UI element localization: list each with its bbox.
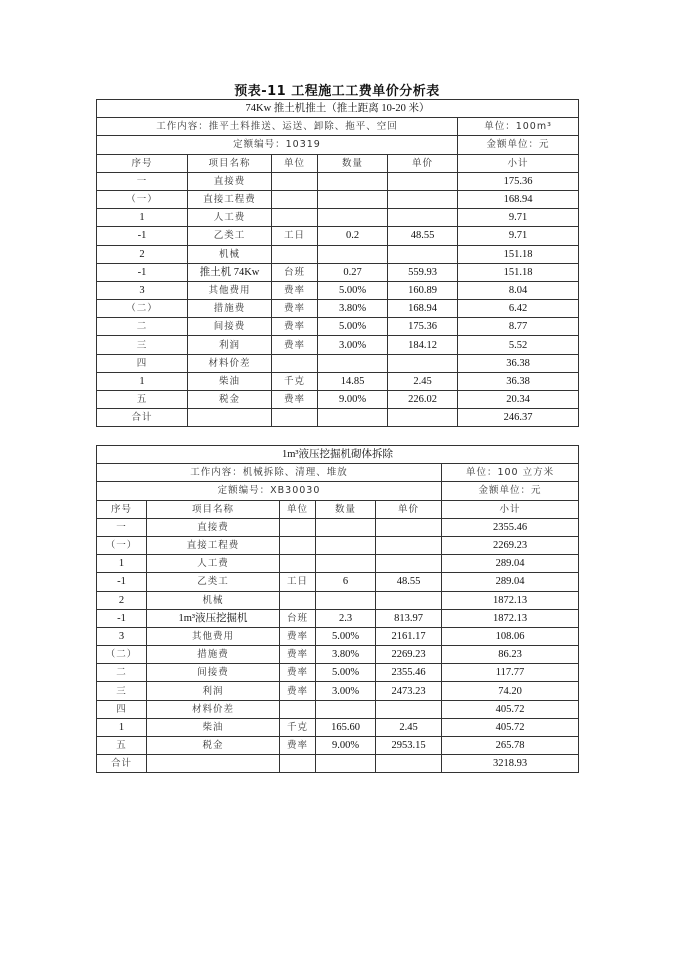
item-unit-price: 168.94 bbox=[388, 300, 458, 318]
item-unit-price bbox=[376, 555, 442, 573]
header-row bbox=[97, 154, 579, 172]
item-quantity: 3.00% bbox=[318, 336, 388, 354]
item-quantity bbox=[318, 354, 388, 372]
row-index: 五 bbox=[97, 737, 147, 755]
item-unit-price: 2355.46 bbox=[376, 664, 442, 682]
item-quantity: 0.27 bbox=[318, 263, 388, 281]
table-row bbox=[97, 245, 579, 263]
column-header: 项目名称 bbox=[147, 500, 280, 518]
item-subtotal: 36.38 bbox=[458, 354, 579, 372]
item-unit bbox=[272, 190, 318, 208]
item-unit: 台班 bbox=[280, 609, 316, 627]
item-unit-price bbox=[376, 518, 442, 536]
work-content-row bbox=[97, 464, 579, 482]
item-unit-price bbox=[388, 245, 458, 263]
row-index: 3 bbox=[97, 627, 147, 645]
item-subtotal: 2269.23 bbox=[442, 536, 579, 554]
row-index: 2 bbox=[97, 245, 188, 263]
item-subtotal: 405.72 bbox=[442, 718, 579, 736]
row-index: 二 bbox=[97, 318, 188, 336]
item-name bbox=[188, 409, 272, 427]
item-unit-price: 813.97 bbox=[376, 609, 442, 627]
item-unit bbox=[272, 172, 318, 190]
item-subtotal: 405.72 bbox=[442, 700, 579, 718]
item-quantity bbox=[316, 555, 376, 573]
table-row bbox=[97, 518, 579, 536]
row-index: 合计 bbox=[97, 409, 188, 427]
row-index: -1 bbox=[97, 573, 147, 591]
table-row bbox=[97, 336, 579, 354]
item-unit-price bbox=[388, 190, 458, 208]
row-index: （二） bbox=[97, 300, 188, 318]
table-name-row bbox=[97, 100, 579, 118]
row-index: 三 bbox=[97, 682, 147, 700]
quota-row bbox=[97, 482, 579, 500]
table-name-row bbox=[97, 446, 579, 464]
item-subtotal: 20.34 bbox=[458, 391, 579, 409]
column-header: 项目名称 bbox=[188, 154, 272, 172]
table-row bbox=[97, 227, 579, 245]
item-subtotal: 1872.13 bbox=[442, 591, 579, 609]
column-header: 单价 bbox=[376, 500, 442, 518]
item-name: 直接费 bbox=[147, 518, 280, 536]
item-unit-price bbox=[388, 409, 458, 427]
item-subtotal: 175.36 bbox=[458, 172, 579, 190]
item-unit-price bbox=[388, 209, 458, 227]
item-quantity: 6 bbox=[316, 573, 376, 591]
item-unit-price bbox=[376, 536, 442, 554]
row-index: -1 bbox=[97, 609, 147, 627]
row-index: （一） bbox=[97, 536, 147, 554]
item-unit-price: 2473.23 bbox=[376, 682, 442, 700]
table-row bbox=[97, 318, 579, 336]
item-unit: 费率 bbox=[272, 318, 318, 336]
measure-unit: 单位：100m³ bbox=[458, 118, 579, 136]
item-quantity: 5.00% bbox=[318, 281, 388, 299]
row-index: 一 bbox=[97, 172, 188, 190]
item-unit: 费率 bbox=[280, 682, 316, 700]
item-unit: 费率 bbox=[280, 737, 316, 755]
item-subtotal: 8.04 bbox=[458, 281, 579, 299]
item-name: 柴油 bbox=[188, 372, 272, 390]
item-subtotal: 6.42 bbox=[458, 300, 579, 318]
table-row bbox=[97, 263, 579, 281]
table-row bbox=[97, 354, 579, 372]
column-header: 数量 bbox=[318, 154, 388, 172]
item-quantity bbox=[316, 518, 376, 536]
item-quantity bbox=[318, 209, 388, 227]
item-subtotal: 151.18 bbox=[458, 245, 579, 263]
work-content: 工作内容：推平土料推送、运送、卸除、拖平、空回 bbox=[97, 118, 458, 136]
total-row bbox=[97, 409, 579, 427]
row-index: 2 bbox=[97, 591, 147, 609]
item-name: 税金 bbox=[188, 391, 272, 409]
item-name: 间接费 bbox=[188, 318, 272, 336]
item-subtotal: 265.78 bbox=[442, 737, 579, 755]
item-unit bbox=[280, 518, 316, 536]
item-unit: 工日 bbox=[280, 573, 316, 591]
item-subtotal: 86.23 bbox=[442, 646, 579, 664]
table-row bbox=[97, 664, 579, 682]
item-subtotal: 9.71 bbox=[458, 209, 579, 227]
table-row bbox=[97, 627, 579, 645]
item-unit-price: 48.55 bbox=[388, 227, 458, 245]
row-index: 1 bbox=[97, 718, 147, 736]
item-name: 间接费 bbox=[147, 664, 280, 682]
item-unit bbox=[272, 354, 318, 372]
item-name: 材料价差 bbox=[147, 700, 280, 718]
item-quantity: 3.80% bbox=[316, 646, 376, 664]
row-index: -1 bbox=[97, 227, 188, 245]
item-unit bbox=[280, 555, 316, 573]
item-name: 直接工程费 bbox=[147, 536, 280, 554]
item-name: 人工费 bbox=[147, 555, 280, 573]
document-title: 预表-11 工程施工工费单价分析表 bbox=[234, 84, 440, 99]
item-quantity bbox=[316, 700, 376, 718]
table-row bbox=[97, 737, 579, 755]
table-row bbox=[97, 300, 579, 318]
row-index: 一 bbox=[97, 518, 147, 536]
column-header: 序号 bbox=[97, 500, 147, 518]
item-name: 其他费用 bbox=[188, 281, 272, 299]
row-index: 四 bbox=[97, 354, 188, 372]
item-unit-price: 559.93 bbox=[388, 263, 458, 281]
table-row bbox=[97, 536, 579, 554]
measure-unit: 单位：100 立方米 bbox=[442, 464, 579, 482]
item-unit: 费率 bbox=[272, 300, 318, 318]
item-unit: 费率 bbox=[280, 664, 316, 682]
item-name: 乙类工 bbox=[188, 227, 272, 245]
item-unit-price: 2161.17 bbox=[376, 627, 442, 645]
cost-table-bulldozer bbox=[96, 99, 579, 427]
item-subtotal: 3218.93 bbox=[442, 755, 579, 773]
column-header: 单位 bbox=[280, 500, 316, 518]
item-name: 材料价差 bbox=[188, 354, 272, 372]
amount-unit: 金额单位：元 bbox=[458, 136, 579, 154]
item-name: 柴油 bbox=[147, 718, 280, 736]
item-unit bbox=[272, 409, 318, 427]
item-unit-price: 48.55 bbox=[376, 573, 442, 591]
table-name: 1m³液压挖掘机砌体拆除 bbox=[97, 446, 579, 464]
column-header: 小计 bbox=[442, 500, 579, 518]
item-quantity bbox=[316, 536, 376, 554]
item-unit-price bbox=[376, 700, 442, 718]
table-name: 74Kw 推土机推土（推土距离 10-20 米） bbox=[97, 100, 579, 118]
item-quantity: 165.60 bbox=[316, 718, 376, 736]
item-quantity: 14.85 bbox=[318, 372, 388, 390]
item-subtotal: 246.37 bbox=[458, 409, 579, 427]
item-name: 推土机 74Kw bbox=[188, 263, 272, 281]
item-quantity bbox=[318, 172, 388, 190]
row-index: （二） bbox=[97, 646, 147, 664]
column-header: 序号 bbox=[97, 154, 188, 172]
item-subtotal: 117.77 bbox=[442, 664, 579, 682]
item-quantity: 5.00% bbox=[318, 318, 388, 336]
table-row bbox=[97, 700, 579, 718]
item-subtotal: 8.77 bbox=[458, 318, 579, 336]
header-row bbox=[97, 500, 579, 518]
table-row bbox=[97, 209, 579, 227]
item-name: 1m³液压挖掘机 bbox=[147, 609, 280, 627]
item-unit bbox=[280, 755, 316, 773]
item-name: 措施费 bbox=[188, 300, 272, 318]
quota-row bbox=[97, 136, 579, 154]
item-unit: 费率 bbox=[280, 646, 316, 664]
item-name: 利润 bbox=[147, 682, 280, 700]
item-subtotal: 168.94 bbox=[458, 190, 579, 208]
item-unit-price bbox=[376, 591, 442, 609]
item-quantity: 9.00% bbox=[318, 391, 388, 409]
item-unit-price: 226.02 bbox=[388, 391, 458, 409]
item-name bbox=[147, 755, 280, 773]
row-index: 四 bbox=[97, 700, 147, 718]
item-unit: 千克 bbox=[272, 372, 318, 390]
row-index: 三 bbox=[97, 336, 188, 354]
item-quantity: 0.2 bbox=[318, 227, 388, 245]
column-header: 单位 bbox=[272, 154, 318, 172]
item-subtotal: 1872.13 bbox=[442, 609, 579, 627]
item-name: 直接费 bbox=[188, 172, 272, 190]
row-index: （一） bbox=[97, 190, 188, 208]
item-name: 其他费用 bbox=[147, 627, 280, 645]
item-unit bbox=[272, 209, 318, 227]
item-unit-price: 2269.23 bbox=[376, 646, 442, 664]
row-index: -1 bbox=[97, 263, 188, 281]
item-subtotal: 74.20 bbox=[442, 682, 579, 700]
item-subtotal: 151.18 bbox=[458, 263, 579, 281]
item-quantity bbox=[318, 409, 388, 427]
work-content-row bbox=[97, 118, 579, 136]
item-name: 人工费 bbox=[188, 209, 272, 227]
table-row bbox=[97, 172, 579, 190]
item-quantity: 9.00% bbox=[316, 737, 376, 755]
item-name: 机械 bbox=[188, 245, 272, 263]
table-row bbox=[97, 718, 579, 736]
item-unit-price: 2.45 bbox=[376, 718, 442, 736]
table-row bbox=[97, 573, 579, 591]
item-name: 直接工程费 bbox=[188, 190, 272, 208]
row-index: 合计 bbox=[97, 755, 147, 773]
item-unit bbox=[280, 591, 316, 609]
item-quantity bbox=[316, 755, 376, 773]
table-row bbox=[97, 372, 579, 390]
item-unit-price bbox=[388, 354, 458, 372]
row-index: 二 bbox=[97, 664, 147, 682]
item-unit: 费率 bbox=[272, 391, 318, 409]
item-unit bbox=[280, 700, 316, 718]
item-unit-price: 184.12 bbox=[388, 336, 458, 354]
item-name: 利润 bbox=[188, 336, 272, 354]
table-row bbox=[97, 591, 579, 609]
item-unit: 费率 bbox=[272, 336, 318, 354]
item-name: 机械 bbox=[147, 591, 280, 609]
item-subtotal: 108.06 bbox=[442, 627, 579, 645]
item-unit: 千克 bbox=[280, 718, 316, 736]
quota-number: 定额编号：XB30030 bbox=[97, 482, 442, 500]
item-unit-price bbox=[376, 755, 442, 773]
item-quantity bbox=[318, 190, 388, 208]
item-name: 税金 bbox=[147, 737, 280, 755]
column-header: 数量 bbox=[316, 500, 376, 518]
item-quantity: 2.3 bbox=[316, 609, 376, 627]
work-content: 工作内容：机械拆除、清理、堆放 bbox=[97, 464, 442, 482]
cost-table-excavator bbox=[96, 445, 579, 773]
item-subtotal: 289.04 bbox=[442, 555, 579, 573]
item-unit-price: 2.45 bbox=[388, 372, 458, 390]
item-unit bbox=[280, 536, 316, 554]
item-subtotal: 5.52 bbox=[458, 336, 579, 354]
table-row bbox=[97, 646, 579, 664]
table-row bbox=[97, 391, 579, 409]
row-index: 五 bbox=[97, 391, 188, 409]
item-name: 措施费 bbox=[147, 646, 280, 664]
item-unit: 台班 bbox=[272, 263, 318, 281]
item-unit bbox=[272, 245, 318, 263]
total-row bbox=[97, 755, 579, 773]
item-quantity bbox=[316, 591, 376, 609]
table-row bbox=[97, 190, 579, 208]
row-index: 3 bbox=[97, 281, 188, 299]
column-header: 单价 bbox=[388, 154, 458, 172]
column-header: 小计 bbox=[458, 154, 579, 172]
item-unit-price bbox=[388, 172, 458, 190]
table-row bbox=[97, 555, 579, 573]
item-unit: 费率 bbox=[272, 281, 318, 299]
amount-unit: 金额单位：元 bbox=[442, 482, 579, 500]
item-subtotal: 9.71 bbox=[458, 227, 579, 245]
row-index: 1 bbox=[97, 209, 188, 227]
item-subtotal: 2355.46 bbox=[442, 518, 579, 536]
quota-number: 定额编号：10319 bbox=[97, 136, 458, 154]
item-quantity: 5.00% bbox=[316, 664, 376, 682]
item-quantity: 5.00% bbox=[316, 627, 376, 645]
item-unit: 费率 bbox=[280, 627, 316, 645]
table-row bbox=[97, 609, 579, 627]
item-quantity: 3.00% bbox=[316, 682, 376, 700]
table-row bbox=[97, 281, 579, 299]
row-index: 1 bbox=[97, 372, 188, 390]
table-row bbox=[97, 682, 579, 700]
item-quantity bbox=[318, 245, 388, 263]
item-unit: 工日 bbox=[272, 227, 318, 245]
item-subtotal: 289.04 bbox=[442, 573, 579, 591]
item-unit-price: 175.36 bbox=[388, 318, 458, 336]
item-name: 乙类工 bbox=[147, 573, 280, 591]
item-subtotal: 36.38 bbox=[458, 372, 579, 390]
row-index: 1 bbox=[97, 555, 147, 573]
item-unit-price: 160.89 bbox=[388, 281, 458, 299]
item-unit-price: 2953.15 bbox=[376, 737, 442, 755]
item-quantity: 3.80% bbox=[318, 300, 388, 318]
